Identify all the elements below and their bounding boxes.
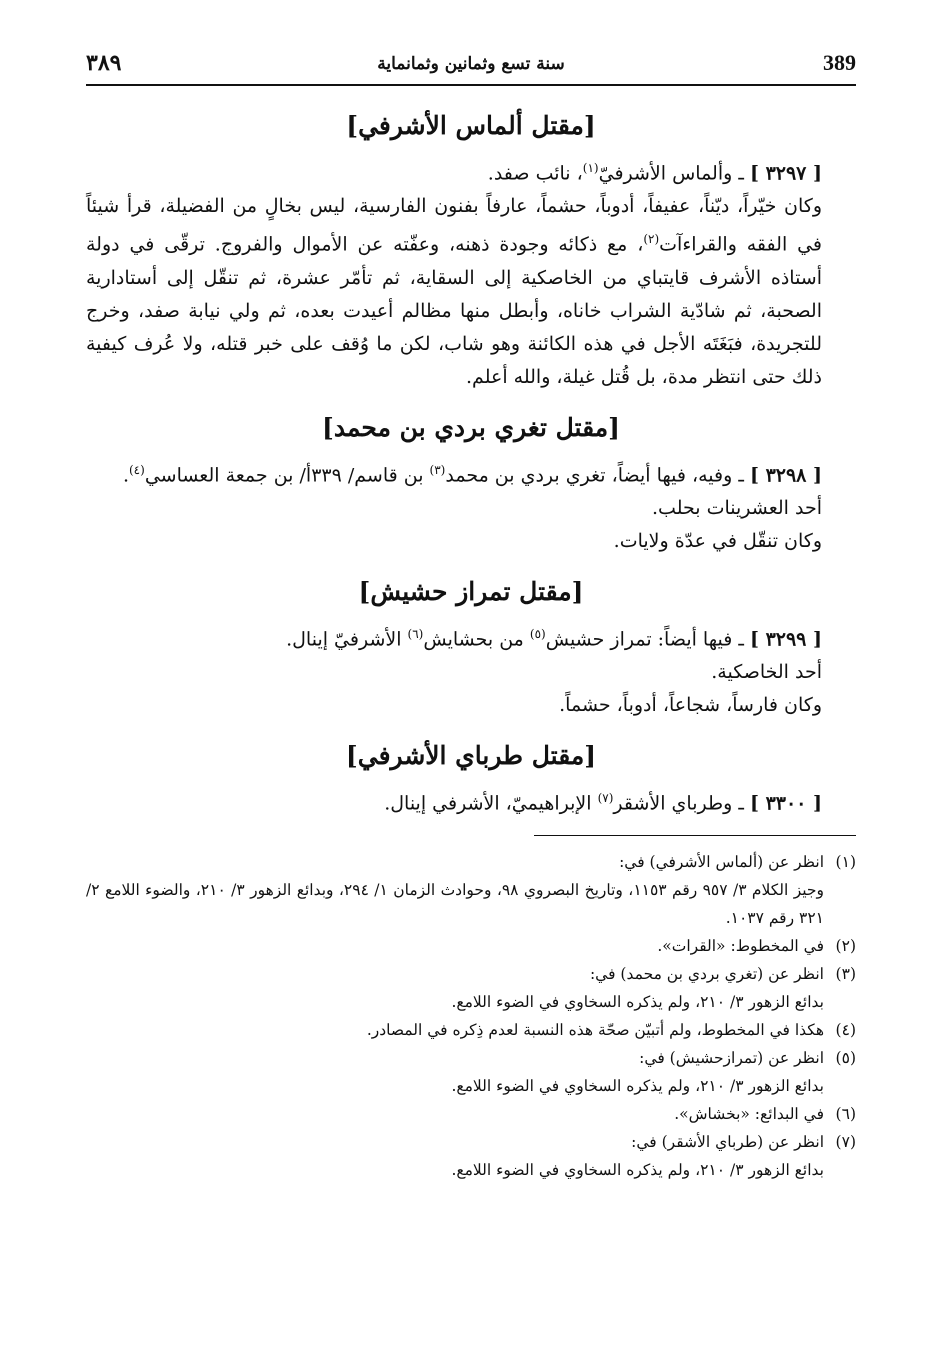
entry-text: الإبراهيميّ، الأشرفي إينال. [384,792,598,815]
entry-text: ـ وطرباي الأشقر [613,792,744,815]
entry-text: بن قاسم/ ٣٣٩أ/ بن جمعة العساسي [144,463,430,486]
entry-number: [ ٣٢٩٧ ] [749,162,822,185]
book-page [86,40,856,1340]
footnote-text: هكذا في المخطوط، ولم أتبيّن صحّة هذه النسبة لعدم ذِكره في المصادر. [366,1020,824,1039]
footnote-continuation: بدائع الزهور ٣/ ٢١٠، ولم يذكره السخاوي في الضوء اللامع. [451,1076,824,1095]
page-header [86,48,856,86]
entry-text: الأشرفيّ إينال. [286,628,408,651]
footnote [86,848,856,876]
page-body [86,106,856,1184]
entry-text: . [122,463,129,486]
entry-text: ـ وفيه، فيها أيضاً، تغري بردي بن محمد [445,463,744,486]
footnote-text: انظر عن (تمرازحشيش) في: [639,1048,824,1067]
entry-line: وكان فارساً، شجاعاً، أدوباً، حشماً. [559,694,822,717]
footnote-ref: (٣) [429,462,446,477]
footnote-number: (٤) [835,1020,856,1039]
footnote [86,932,856,960]
footnote-ref: (٤) [128,462,145,477]
entry-body-3297 [86,190,856,393]
entry-text: من بحشايش [423,628,530,651]
entry-number: [ ٣٣٠٠ ] [749,792,822,815]
entry-number: [ ٣٢٩٩ ] [749,628,822,651]
entry-heading-3298 [86,454,856,492]
footnote-continuation: وجيز الكلام ٣/ ٩٥٧ رقم ١١٥٣، وتاريخ البصروي ٩٨، وحوادث الزمان ١/ ٢٩٤، وبدائع الزهور ٣/ ٢١٠، والضوء اللامع ٢/ ٣٢١ رقم ١٠٣٧. [86,880,825,927]
entry-number: [ ٣٢٩٨ ] [749,463,822,486]
footnote-ref: (٥) [529,626,546,641]
section-title: [مقتل ألماس الأشرفي] [346,111,596,140]
footnote-text: انظر عن (ألماس الأشرفي) في: [619,852,824,871]
body-text: ، مع ذكائه وجودة ذهنه، وعفّته عن الأموال والفروج. ترقّى في دولة أستاذه الأشرف قايتباي من الخاصكية إلى السقاية، ثم تأمّر عشرة، ثم تنقّل إلى أستادارية الصحبة، ثم شادّية الشراب خاناه، وأبطل منها مظالم أعيدت بعده، ثم ولي نيابة صفد، وخرج للتجريدة، فبَغَتَه الأجل في هذه الكائنة وهو شاب، لكن ما وُقف على خبر قتله، ولا عُرف كيفية ذلك حتى انتظر مدة، بل قُتل غيلة، والله أعلم. [86,233,822,388]
footnote [86,1016,856,1044]
footnote-number: (٥) [835,1048,856,1067]
page-number-latin: 389 [823,50,856,75]
footnote-ref: (٦) [407,626,424,641]
footnote [86,1128,856,1156]
footnotes [86,848,856,1184]
page-number-arabic: ٣٨٩ [86,50,122,76]
entry-heading-3299 [86,618,856,656]
entry-text: ، نائب صفد. [487,162,583,185]
entry-line: أحد الخاصكية. [711,661,822,684]
footnote-ref: (١) [582,161,599,175]
section-title: [مقتل تمراز حشيش] [358,576,584,606]
footnote-ref: (٧) [597,791,614,806]
body-text: وكان خيّراً، ديّناً، عفيفاً، أدوباً، حشماً، عارفاً بفنون الفارسية، ليس بخالٍ من الفضيلة، قرأ شيئاً في الفقه والقراءآت [86,195,822,256]
entry-line: وكان تنقّل في عدّة ولايات. [613,529,822,552]
entry-text: ـ وألماس الأشرفيّ [598,162,744,185]
footnote-number: (٣) [835,964,856,983]
footnote-number: (٢) [835,936,856,955]
entry-heading-3297 [86,152,856,190]
footnote-number: (٧) [835,1132,856,1151]
footnote-number: (١) [835,852,856,871]
footnote [86,1044,856,1072]
entry-heading-3300 [86,782,856,820]
footnote-continuation: بدائع الزهور ٣/ ٢١٠، ولم يذكره السخاوي في الضوء اللامع. [451,1160,824,1179]
footnote-text: انظر عن (تغري بردي بن محمد) في: [589,964,824,983]
footnote-text: انظر عن (طرباي الأشقر) في: [631,1132,824,1151]
footnote-text: في المخطوط: «القرات». [657,936,824,955]
footnote-number: (٦) [835,1104,856,1123]
footnote-text: في البدائع: «بخشاش». [674,1104,824,1123]
footnote-continuation: بدائع الزهور ٣/ ٢١٠، ولم يذكره السخاوي في الضوء اللامع. [451,992,824,1011]
footnote-ref: (٢) [643,232,660,247]
entry-line: أحد العشرينات بحلب. [652,496,822,519]
running-title: سنة تسع وثمانين وثمانماية [377,54,565,74]
footnote [86,960,856,988]
footnote-separator [534,835,856,836]
footnote [86,1100,856,1128]
section-title: [مقتل تغري بردي بن محمد] [322,412,620,442]
entry-text: ـ فيها أيضاً: تمراز حشيش [545,628,744,651]
section-title: [مقتل طرباي الأشرفي] [345,741,597,771]
